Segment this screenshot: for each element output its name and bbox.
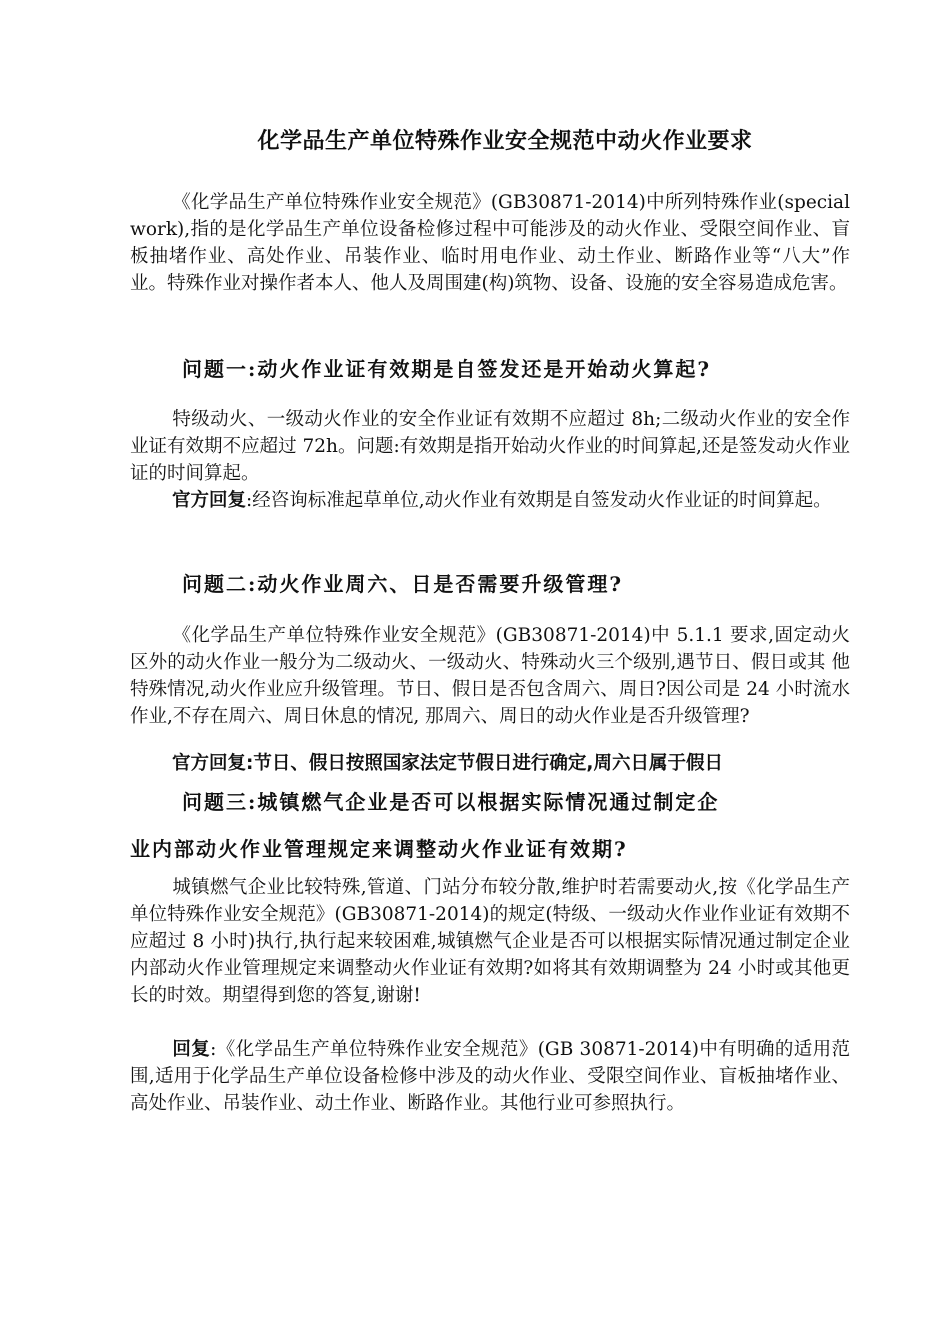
question-2-body (130, 622, 850, 730)
question-3-text: 城镇燃气企业比较特殊,管道、门站分布较分散,维护时若需要动火,按《化学品生产单位特殊作业安全规范》(GB30871-2014)的规定(特级、一级动火作业作业证有效期不应超过 8 小时)执行,执行起来较困难,城镇燃气企业是否可以根据实际情况通过制定企业内部动火作业管理规定来调整动火作业证有效期?如将其有效期调整为 24 小时或其他更长的时效。期望得到您的答复,谢谢! (130, 877, 850, 1006)
document-title: 化学品生产单位特殊作业安全规范中动火作业要求 (257, 129, 753, 154)
intro-paragraph (130, 189, 850, 297)
question-3-reply-text: :《化学品生产单位特殊作业安全规范》(GB 30871-2014)中有明确的适用范围,适用于化学品生产单位设备检修中涉及的动火作业、受限空间作业、盲板抽堵作业、高处作业、吊装作业、动土作业、断路作业。其他行业可参照执行。 (130, 1039, 850, 1114)
question-2-reply (130, 750, 850, 777)
question-1-body (130, 406, 850, 487)
question-2-reply-label: 官方回复 (172, 753, 247, 774)
question-2-heading: 问题二:动火作业周六、日是否需要升级管理? (182, 572, 624, 596)
question-2-text: 《化学品生产单位特殊作业安全规范》(GB30871-2014)中 5.1.1 要求,固定动火区外的动火作业一般分为二级动火、一级动火、特殊动火三个级别,遇节日、假日或其 他特殊情况,动火作业应升级管理。节日、假日是否包含周六、周日?因公司是 24 小时流水作业,不存在周六、周日休息的情况, 那周六、周日的动火作业是否升级管理? (130, 625, 850, 727)
question-2-reply-text: :节日、假日按照国家法定节假日进行确定,周六日属于假日 (246, 753, 723, 774)
question-3-reply (130, 1036, 850, 1117)
question-1-reply (130, 487, 850, 514)
question-3-heading-line-2: 业内部动火作业管理规定来调整动火作业证有效期? (130, 837, 628, 861)
intro-text: 《化学品生产单位特殊作业安全规范》(GB30871-2014)中所列特殊作业(special work),指的是化学品生产单位设备检修过程中可能涉及的动火作业、受限空间作业、盲板抽堵作业、高处作业、吊装作业、临时用电作业、动土作业、断路作业等“八大”作业。特殊作业对操作者本人、他人及周围建(构)筑物、设备、设施的安全容易造成危害。 (130, 192, 850, 294)
question-3-body (130, 874, 850, 1009)
question-1-reply-text: :经咨询标准起草单位,动火作业有效期是自签发动火作业证的时间算起。 (246, 490, 832, 511)
question-3-reply-label: 回复 (172, 1039, 211, 1060)
question-1-text: 特级动火、一级动火作业的安全作业证有效期不应超过 8h;二级动火作业的安全作业证有效期不应超过 72h。问题:有效期是指开始动火作业的时间算起,还是签发动火作业证的时间算起。 (130, 409, 850, 484)
question-3-heading-line-1: 问题三:城镇燃气企业是否可以根据实际情况通过制定企 (182, 790, 720, 814)
question-1-heading: 问题一:动火作业证有效期是自签发还是开始动火算起? (182, 357, 712, 381)
question-1-reply-label: 官方回复 (172, 490, 247, 511)
